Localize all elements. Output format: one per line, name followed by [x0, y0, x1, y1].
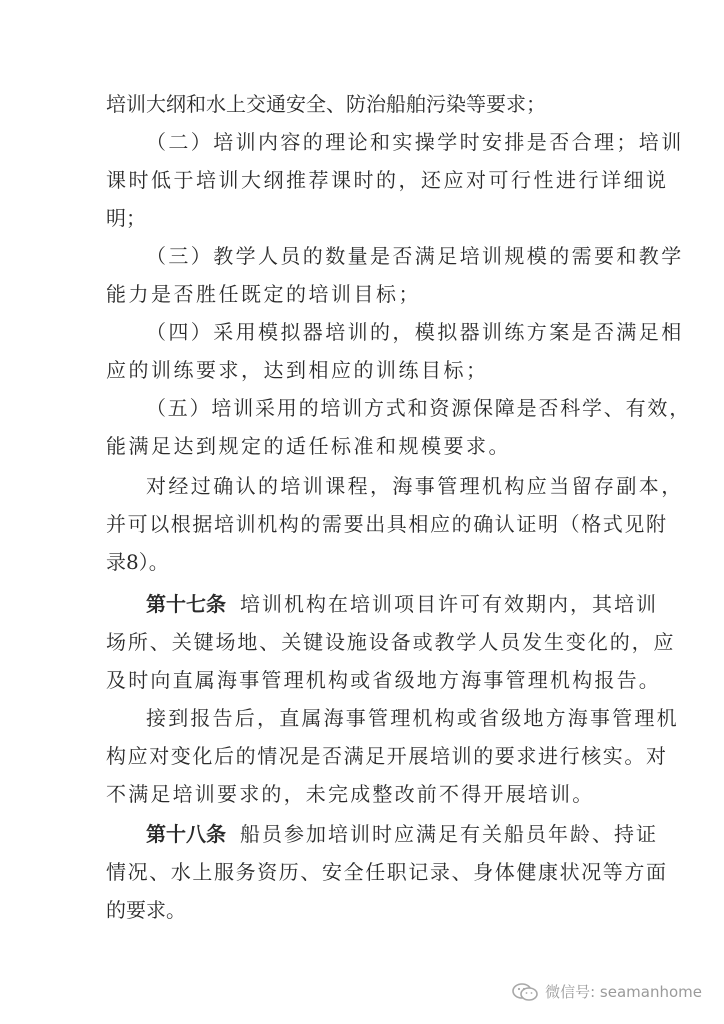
text-content: （五）培训采用的培训方式和资源保障是否科学、有效，	[146, 396, 691, 420]
text-content: 对经过确认的培训课程，海事管理机构应当留存副本，	[146, 474, 684, 498]
text-line	[106, 662, 661, 698]
text-line	[146, 124, 684, 160]
text-content: 构应对变化后的情况是否满足开展培训的要求进行核实。对	[106, 744, 668, 768]
text-line	[106, 276, 606, 312]
article-heading: 第十八条	[146, 822, 226, 846]
text-line	[106, 854, 668, 890]
text-content: 明；	[106, 206, 146, 230]
text-content: 应的训练要求，达到相应的训练目标；	[106, 358, 489, 382]
text-line	[146, 468, 684, 504]
text-line	[106, 544, 606, 580]
text-content: （三）教学人员的数量是否满足培训规模的需要和教学	[146, 244, 684, 268]
text-content: 课时低于培训大纲推荐课时的，还应对可行性进行详细说	[106, 168, 669, 192]
text-content: 的要求。	[106, 898, 186, 922]
text-line	[106, 200, 606, 236]
text-line	[106, 776, 606, 812]
text-line	[106, 86, 606, 122]
text-content: 船员参加培训时应满足有关船员年龄、持证	[240, 822, 658, 846]
text-content: 场所、关键场地、关键设施设备或教学人员发生变化的，应	[106, 630, 676, 654]
text-line	[106, 624, 676, 660]
wechat-logo-icon	[511, 982, 539, 1002]
text-line	[146, 586, 658, 622]
text-line	[106, 352, 606, 388]
text-content: 接到报告后，直属海事管理机构或省级地方海事管理机	[146, 706, 679, 730]
watermark-text: 微信号: seamanhome	[545, 983, 702, 1001]
text-content: 培训大纲和水上交通安全、防治船舶污染等要求；	[106, 92, 546, 116]
text-line	[146, 816, 658, 852]
text-content: 培训机构在培训项目许可有效期内，其培训	[240, 592, 658, 616]
wechat-watermark	[511, 981, 702, 1002]
text-content: 情况、水上服务资历、安全任职记录、身体健康状况等方面	[106, 860, 668, 884]
text-line	[106, 162, 669, 198]
text-content: （二）培训内容的理论和实操学时安排是否合理；培训	[146, 130, 684, 154]
text-line	[106, 428, 606, 464]
text-content: 不满足培训要求的，未完成整改前不得开展培训。	[106, 782, 595, 806]
text-line	[146, 314, 684, 350]
text-content: （四）采用模拟器培训的，模拟器训练方案是否满足相	[146, 320, 684, 344]
article-heading: 第十七条	[146, 592, 226, 616]
text-content: 录8）。	[106, 550, 169, 574]
text-line	[146, 700, 679, 736]
text-content: 并可以根据培训机构的需要出具相应的确认证明（格式见附	[106, 512, 668, 536]
text-line	[106, 506, 668, 542]
text-content: 能满足达到规定的适任标准和规模要求。	[106, 434, 511, 458]
text-line	[146, 238, 684, 274]
text-line	[146, 390, 691, 426]
text-line	[106, 738, 668, 774]
text-content: 及时向直属海事管理机构或省级地方海事管理机构报告。	[106, 668, 661, 692]
text-line	[106, 892, 606, 928]
text-content: 能力是否胜任既定的培训目标；	[106, 282, 421, 306]
